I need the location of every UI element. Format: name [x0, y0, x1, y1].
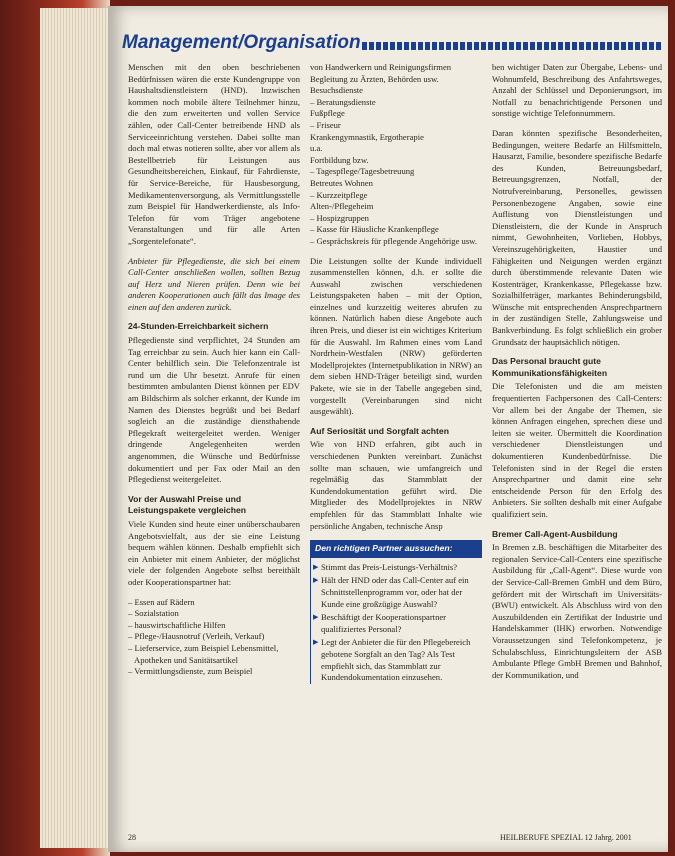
- list-item: – Kurzzeitpflege: [310, 189, 368, 200]
- list-item: – Vermittlungsdienste, zum Beispiel: [128, 666, 253, 677]
- journal-footer: HEILBERUFE SPEZIAL 12 Jahrg. 2001: [500, 833, 632, 842]
- subheading: Auf Seriosität und Sorgfalt achten: [310, 425, 449, 436]
- list-item: – Friseur: [310, 119, 341, 130]
- subheading: Vor der Auswahl Preise und Leistungspakete vergleichen: [128, 493, 246, 516]
- checklist: [310, 558, 482, 684]
- column-1: [128, 62, 300, 686]
- paragraph: Die Leistungen sollte der Kunde individuell zusammenstellen können, d.h. er sollte die Auswahl zwischen verschiedenen Leistungspaketen haben – mit der Option, einzelnes und kurzzeitig weiteres abrufen zu können. Natürlich haben diese Angebote auch ihren Preis, und dieser ist ein wichtiges Kriterium für die Auswahl. Im Rahmen eines vom Land Nordrhein-Westfalen (NRW) geförderten Modellprojektes (Internetpublikation in NRW) an dem sieben HND-Träger beteiligt sind, wurden Pakete, wie sie in der Tabelle angegeben sind, vorgestellt (Vereinbarungen sind nicht ausgewählt).: [310, 255, 482, 417]
- checklist-item-text: Stimmt das Preis-Leistungs-Verhältnis?: [321, 561, 458, 572]
- list-item: – Hospizgruppen: [310, 212, 369, 223]
- service-list: [128, 597, 300, 678]
- list-item: u.a.: [310, 143, 323, 154]
- list-item: – Kasse für Häusliche Krankenpflege: [310, 224, 439, 235]
- list-item: – Essen auf Rädern: [128, 596, 195, 607]
- list-item: Fortbildung bzw.: [310, 154, 369, 165]
- triangle-bullet-icon: ▶: [313, 638, 319, 647]
- list-item: – Gesprächskreis für pflegende Angehörige usw.: [310, 235, 477, 246]
- list-item: Betreutes Wohnen: [310, 177, 373, 188]
- list-item: von Handwerkern und Reinigungsfirmen: [310, 62, 452, 72]
- paragraph: Pflegedienste sind verpflichtet, 24 Stunden am Tag erreichbar zu sein. Auch hier kann ein Call-Center behilflich sein. Die Telefonzentrale ist rund um die Uhr besetzt. Anrufe für einen bestimmten ambulanten Dienst können per EDV am Bildschirm als solcher erkannt, der Kunde im Namen des Dienstes begrüßt und bei Bedarf sogleich an die zuständige diensthabende Pflegekraft weitergeleitet werden. Weniger dringende Angelegenheiten werden angenommen, die Wünsche und Bedürfnisse dokumentiert und per Fax oder Mail an den Pflegedienst weitergeleitet.: [128, 335, 300, 485]
- list-item: Besuchsdienste: [310, 85, 363, 96]
- column-3: [492, 62, 662, 689]
- service-list: [310, 62, 482, 248]
- list-item: – Pflege-/Hausnotruf (Verleih, Verkauf): [128, 631, 265, 642]
- paragraph: Daran könnten spezifische Besonderheiten, Bedingungen, weitere Bedarfe an Hilfsmitteln, Hausarzt, Familie, besondere spezifische Bedarfe des Kunden, Betreuungsbedarf, Betreuungsgrenzen, Notfall, der Notrufvereinbarung, Personelles, gewissen Personenbezogene Angaben, sowie eine Auflistung von Dienstleistungen und Dienstleistern, die der Kunde in Anspruch nimmt, Gewohnheiten, Vorlieben, Hobbys, Vereinszugehörigkeiten, Haustier und Fähigkeiten und Neigungen werden ergänzt durch überstimmende relevante Daten wie Kostenträger, Krankenkasse, Pflegekasse bzw. Sozialhilfeträger, markantes Behinderungsbild, Wünsche mit entsprechenden Ansprechpartnern in der zuständigen Stelle, Zahlungsweise und Bankverbindung. Es folgt schließlich ein grober Grundsatz der hauptsächlich nötigen.: [492, 127, 662, 347]
- magazine-page: [108, 6, 668, 852]
- list-item: Krankengymnastik, Ergotherapie: [310, 131, 424, 142]
- page-number: 28: [128, 833, 136, 842]
- checklist-item: [311, 575, 482, 610]
- list-item: Alten-/Pflegeheim: [310, 201, 374, 212]
- checklist-item: [311, 612, 482, 635]
- list-item: – Tagespflege/Tagesbetreuung: [310, 166, 415, 177]
- checklist-box-title: Den richtigen Partner aussuchen:: [310, 540, 482, 558]
- paragraph: Menschen mit den oben beschriebenen Bedürfnissen wären die erste Kundengruppe von Haushaltsdienstleistern (HND). Inzwischen kommen noch mobile ältere Teilnehmer hinzu, die den zum erweiterten und vollen Service zählen, oder Call-Center betreibende HND als Serviceeinrichtung verstehen. Dabei sollte man doch mal etwas notieren sollte, aber vor allem als Bestellbetrieb für Leistungen aus Gesundheitsbereichen, Einkauf, für Fahrdienste, für Service-Bereiche, für Hausbesorgung, Medikamentenversorgung, als Vermittlungsstelle zum Beispiel für Handwerkerdienste, als Info-Telefon für vom Träger angebotene Veranstaltungen und für alle Arten „Sorgentelefonate“.: [128, 62, 300, 246]
- checklist-item-text: Beschäftigt der Kooperationspartner qualifiziertes Personal?: [321, 612, 447, 634]
- paragraph: Anbieter für Pflegedienste, die sich bei einem Call-Center anschließen wollen, sollten Bezug auf Herz und Nieren prüfen. Denn wie bei anderen Kooperationen auch fällt das Image des einen auf den anderen zurück.: [128, 255, 300, 312]
- header-rule: [362, 42, 662, 50]
- paragraph: In Bremen z.B. beschäftigen die Mitarbeiter des regionalen Service-Call-Centers eine spezifische Ausbildung für „Call-Agent“. Diese wurde von der Service-Call-Bremen GmbH und dem Büro, gefördert mit der Wirtschaft im Universitäts-(BWU) entwickelt. Als Abschluss wird von den Auszubildenden ein Zertifikat der Industrie und Handelskammer (IHK) erworben. Notwendige Voraussetzungen sind Telefonkompetenz, je Schulabschluss, Einrichtungsleitern der ASB Ambulante Pflege GmbH Bremen und Bahnhof, der Kommunikation, und: [492, 542, 662, 680]
- paragraph: Die Telefonisten und die am meisten frequentierten Fachpersonen des Call-Centers: Vor allem bei der Angabe der Themen, sie können Anfragen eingehen, sprechen diese und leiten sie weiter. Übermittelt die Koordination verschiedener Dienstleistungen und dokumentieren Kundenbedürfnisse. Die Telefonisten sind in der Regel die ersten Ansprechpartner und damit eine sehr entscheidende Person für den Erfolg des Anbieters. Sie sollten deshalb mit einer Aufgabe qualifiziert sein.: [492, 381, 662, 519]
- paragraph: Viele Kunden sind heute einer unüberschaubaren Angebotsvielfalt, aus der sie eine Leistung bequem wählen können. Deshalb empfiehlt sich ein Anbieter mit einem Anbieter, der möglichst viele der folgenden Angebote selbst bereithält oder Kooperationspartner hat:: [128, 518, 300, 587]
- section-title: Management/Organisation: [122, 32, 361, 53]
- checklist-item-text: Hält der HND oder das Call-Center auf ein Schnittstellenprogramm vor, oder hat der Kunde eine großzügige Auswahl?: [321, 575, 469, 609]
- list-item: Fußpflege: [310, 108, 345, 119]
- subheading: Das Personal braucht gute Kommunikationsfähigkeiten: [492, 356, 608, 378]
- list-item: – Beratungsdienste: [310, 96, 376, 107]
- paragraph: Wie von HND erfahren, gibt auch in verschiedenen Punkten vereinbart. Zunächst sollte man schauen, wie umfangreich und regelmäßig das Stammblatt der Kundendokumentation geführt wird. Die Mitglieder des Modellprojektes in NRW empfehlen für das Stammblatt Inhalte wie persönliche Angaben, technische Ansp: [310, 439, 482, 531]
- checklist-item: [311, 637, 482, 683]
- column-2: [310, 62, 482, 686]
- list-item: – hauswirtschaftliche Hilfen: [128, 619, 226, 630]
- subheading: Bremer Call-Agent-Ausbildung: [492, 528, 618, 539]
- triangle-bullet-icon: ▶: [313, 613, 319, 622]
- subheading: 24-Stunden-Erreichbarkeit sichern: [128, 321, 269, 332]
- list-item: Begleitung zu Ärzten, Behörden usw.: [310, 73, 439, 84]
- section-header: [122, 32, 666, 56]
- triangle-bullet-icon: ▶: [313, 562, 319, 571]
- checklist-box: [310, 540, 482, 684]
- triangle-bullet-icon: ▶: [313, 576, 319, 585]
- paragraph: ben wichtiger Daten zur Übergabe, Lebens- und Wohnumfeld, Beschreibung des Anfahrtsweges, Anzahl der Schlüssel und Deponierungsort, im Notfall zu benachrichtigende Personen und sonstige wichtige Telefonnummern.: [492, 62, 662, 119]
- checklist-item: [311, 562, 482, 574]
- list-item: – Lieferservice, zum Beispiel Lebensmittel, Apotheken und Sanitätsartikel: [128, 642, 279, 665]
- checklist-item-text: Legt der Anbieter die für den Pflegebereich gebotene Sorgfalt an den Tag? Als Test empfiehlt sich, das Stammblatt zur Kundendokumentation einzusehen.: [321, 637, 471, 683]
- list-item: – Sozialstation: [128, 608, 179, 619]
